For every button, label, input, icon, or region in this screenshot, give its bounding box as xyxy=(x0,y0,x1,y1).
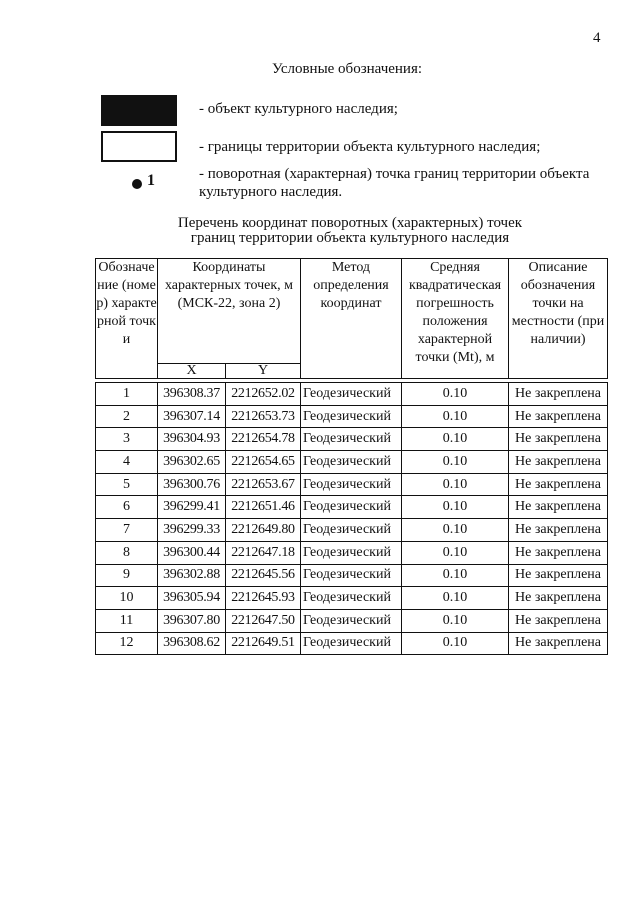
y-coordinate-cell: 2212649.80 xyxy=(226,519,301,542)
header-point-number: Обозначение (номер) характерной точки xyxy=(96,259,158,379)
header-coordinates: Координаты характерных точек, м (МСК-22, зона 2) xyxy=(158,259,301,364)
page-number: 4 xyxy=(593,30,601,46)
description-cell: Не закреплена xyxy=(509,451,608,474)
table-row xyxy=(96,564,608,587)
y-coordinate-cell: 2212654.78 xyxy=(226,428,301,451)
method-cell: Геодезический xyxy=(301,428,402,451)
x-coordinate-cell: 396308.62 xyxy=(158,632,226,655)
description-cell: Не закреплена xyxy=(509,496,608,519)
method-cell: Геодезический xyxy=(301,632,402,655)
x-coordinate-cell: 396300.76 xyxy=(158,473,226,496)
method-cell: Геодезический xyxy=(301,541,402,564)
legend-swatch-heritage-object xyxy=(101,95,177,126)
point-number-cell: 7 xyxy=(96,519,158,542)
point-number-cell: 9 xyxy=(96,564,158,587)
point-number-cell: 4 xyxy=(96,451,158,474)
accuracy-cell: 0.10 xyxy=(402,496,509,519)
accuracy-cell: 0.10 xyxy=(402,383,509,406)
header-accuracy: Средняя квадратическая погрешность положения характерной точки (Mt), м xyxy=(402,259,509,379)
y-coordinate-cell: 2212647.50 xyxy=(226,609,301,632)
table-row xyxy=(96,428,608,451)
method-cell: Геодезический xyxy=(301,451,402,474)
point-number-cell: 5 xyxy=(96,473,158,496)
description-cell: Не закреплена xyxy=(509,428,608,451)
x-coordinate-cell: 396307.14 xyxy=(158,405,226,428)
description-cell: Не закреплена xyxy=(509,587,608,610)
accuracy-cell: 0.10 xyxy=(402,632,509,655)
legend-point-number: 1 xyxy=(147,172,155,189)
point-number-cell: 6 xyxy=(96,496,158,519)
method-cell: Геодезический xyxy=(301,473,402,496)
x-coordinate-cell: 396305.94 xyxy=(158,587,226,610)
table-title-line-1: Перечень координат поворотных (характерных) точек xyxy=(177,215,523,231)
description-cell: Не закреплена xyxy=(509,541,608,564)
header-y: Y xyxy=(226,364,301,379)
legend-swatch-territory-boundary xyxy=(101,131,177,162)
method-cell: Геодезический xyxy=(301,519,402,542)
accuracy-cell: 0.10 xyxy=(402,609,509,632)
description-cell: Не закреплена xyxy=(509,473,608,496)
header-description: Описание обозначения точки на местности (при наличии) xyxy=(509,259,608,379)
description-cell: Не закреплена xyxy=(509,564,608,587)
table-row xyxy=(96,519,608,542)
point-number-cell: 3 xyxy=(96,428,158,451)
x-coordinate-cell: 396299.41 xyxy=(158,496,226,519)
table-row xyxy=(96,405,608,428)
x-coordinate-cell: 396302.88 xyxy=(158,564,226,587)
y-coordinate-cell: 2212651.46 xyxy=(226,496,301,519)
turning-point-dot-icon xyxy=(132,179,142,189)
x-coordinate-cell: 396300.44 xyxy=(158,541,226,564)
method-cell: Геодезический xyxy=(301,383,402,406)
y-coordinate-cell: 2212645.93 xyxy=(226,587,301,610)
coordinates-table xyxy=(95,258,608,655)
accuracy-cell: 0.10 xyxy=(402,587,509,610)
description-cell: Не закреплена xyxy=(509,519,608,542)
table-row xyxy=(96,383,608,406)
x-coordinate-cell: 396304.93 xyxy=(158,428,226,451)
method-cell: Геодезический xyxy=(301,609,402,632)
point-number-cell: 12 xyxy=(96,632,158,655)
table-row xyxy=(96,609,608,632)
point-number-cell: 1 xyxy=(96,383,158,406)
point-number-cell: 2 xyxy=(96,405,158,428)
y-coordinate-cell: 2212653.73 xyxy=(226,405,301,428)
method-cell: Геодезический xyxy=(301,496,402,519)
header-method: Метод определения координат xyxy=(301,259,402,379)
accuracy-cell: 0.10 xyxy=(402,541,509,564)
method-cell: Геодезический xyxy=(301,587,402,610)
table-row xyxy=(96,451,608,474)
method-cell: Геодезический xyxy=(301,405,402,428)
legend-label-turning-point: - поворотная (характерная) точка границ территории объекта культурного наследия. xyxy=(199,166,590,200)
accuracy-cell: 0.10 xyxy=(402,473,509,496)
description-cell: Не закреплена xyxy=(509,632,608,655)
description-cell: Не закреплена xyxy=(509,383,608,406)
x-coordinate-cell: 396308.37 xyxy=(158,383,226,406)
y-coordinate-cell: 2212652.02 xyxy=(226,383,301,406)
y-coordinate-cell: 2212645.56 xyxy=(226,564,301,587)
description-cell: Не закреплена xyxy=(509,609,608,632)
accuracy-cell: 0.10 xyxy=(402,451,509,474)
point-number-cell: 10 xyxy=(96,587,158,610)
y-coordinate-cell: 2212654.65 xyxy=(226,451,301,474)
accuracy-cell: 0.10 xyxy=(402,519,509,542)
header-x: X xyxy=(158,364,226,379)
legend-title: Условные обозначения: xyxy=(272,61,423,77)
y-coordinate-cell: 2212653.67 xyxy=(226,473,301,496)
table-title-line-2: границ территории объекта культурного наследия xyxy=(190,230,510,246)
legend-label-territory-boundary: - границы территории объекта культурного наследия; xyxy=(199,139,541,155)
table-row xyxy=(96,632,608,655)
x-coordinate-cell: 396299.33 xyxy=(158,519,226,542)
y-coordinate-cell: 2212647.18 xyxy=(226,541,301,564)
table-row xyxy=(96,496,608,519)
table-row xyxy=(96,473,608,496)
accuracy-cell: 0.10 xyxy=(402,405,509,428)
accuracy-cell: 0.10 xyxy=(402,428,509,451)
accuracy-cell: 0.10 xyxy=(402,564,509,587)
x-coordinate-cell: 396302.65 xyxy=(158,451,226,474)
table-row xyxy=(96,587,608,610)
point-number-cell: 11 xyxy=(96,609,158,632)
table-row xyxy=(96,541,608,564)
description-cell: Не закреплена xyxy=(509,405,608,428)
table-title xyxy=(150,216,550,246)
y-coordinate-cell: 2212649.51 xyxy=(226,632,301,655)
point-number-cell: 8 xyxy=(96,541,158,564)
method-cell: Геодезический xyxy=(301,564,402,587)
legend-label-heritage-object: - объект культурного наследия; xyxy=(199,101,398,117)
x-coordinate-cell: 396307.80 xyxy=(158,609,226,632)
